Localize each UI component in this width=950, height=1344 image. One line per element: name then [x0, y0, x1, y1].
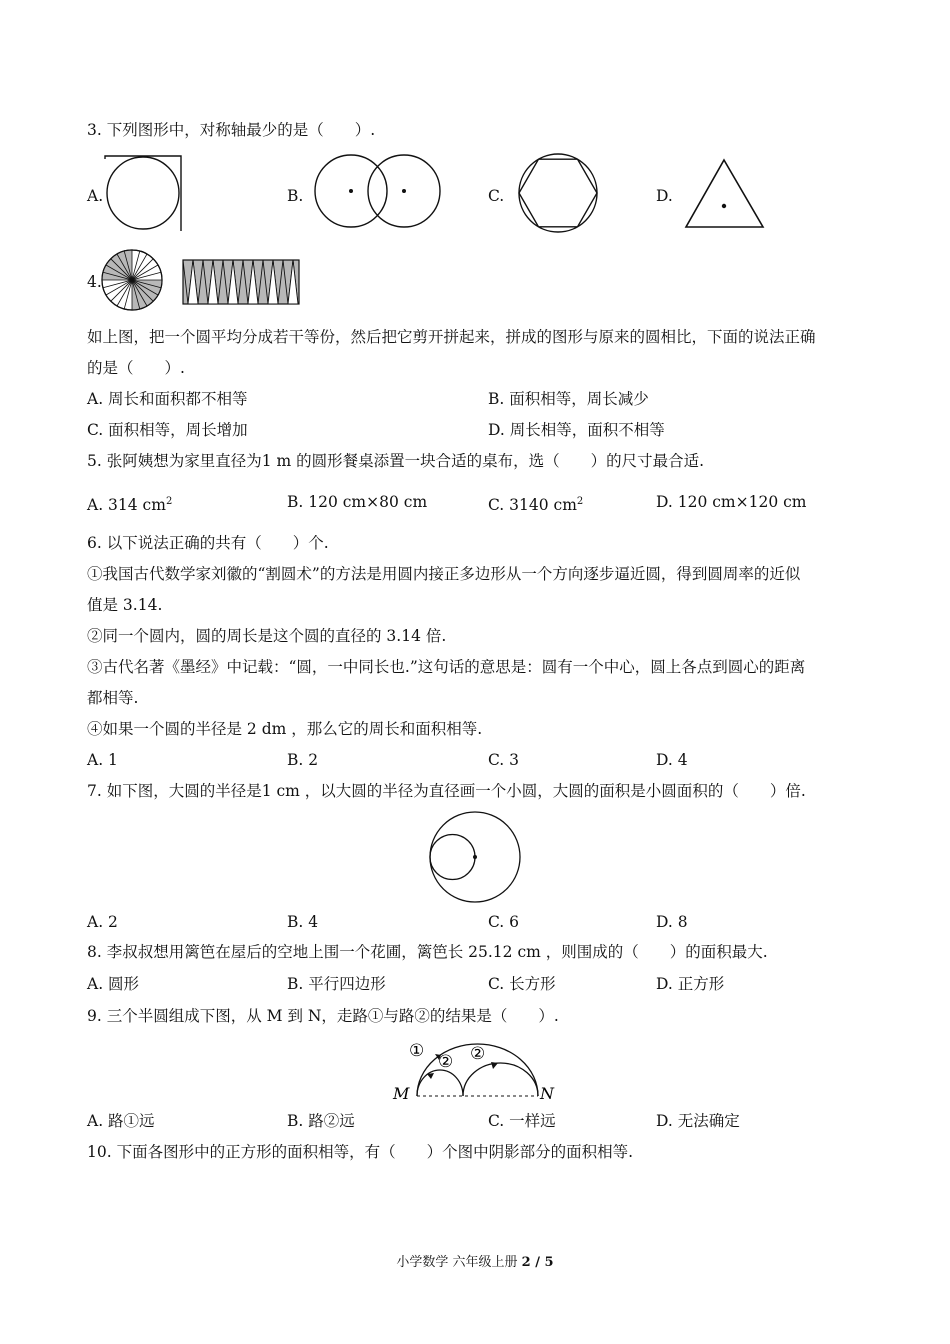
footer-subject: 小学数学 六年级上册 — [396, 1255, 522, 1270]
q5-option-a: A. 314 $cm^2$ — [87, 496, 173, 514]
q6-option-c: C. 3 — [488, 751, 520, 769]
q4-stem-line1: 如上图，把一个圆平均分成若干等份，然后把它剪开拼起来，拼成的图形与原来的圆相比，下面的说法正确 — [87, 328, 816, 346]
q8-option-b: B. 平行四边形 — [287, 975, 386, 993]
q4-rearranged-strip-figure — [182, 258, 300, 306]
q6-statement-3-line2: 都相等. — [87, 689, 139, 707]
q5-option-c: C. 3140 $cm^2$ — [488, 496, 584, 514]
q8-option-a: A. 圆形 — [87, 975, 140, 993]
q7-stem: 7. 如下图，大圆的半径是1 cm ，以大圆的半径为直径画一个小圆，大圆的面积是小圆面积的（ ）倍. — [87, 782, 806, 800]
q9-option-a: A. 路①远 — [87, 1112, 155, 1130]
q9-point-n-label: N — [540, 1084, 554, 1103]
q3-option-d-label: D. — [656, 187, 673, 205]
q8-stem: 8. 李叔叔想用篱笆在屋后的空地上围一个花圃，篱笆长 25.12 cm ，则围成的（ ）的面积最大. — [87, 943, 768, 961]
q4-number: 4. — [87, 273, 102, 291]
q3-option-b-label: B. — [287, 187, 304, 205]
q6-statement-3-line1: ③古代名著《墨经》中记载：“圆，一中同长也.”这句话的意思是：圆有一个中心，圆上各点到圆心的距离 — [87, 658, 806, 676]
q9-semicircle-paths-figure — [390, 1034, 560, 1104]
q6-statement-1-line2: 值是 3.14. — [87, 596, 163, 614]
q6-statement-4: ④如果一个圆的半径是 2 dm ，那么它的周长和面积相等. — [87, 720, 483, 738]
q8-option-d: D. 正方形 — [656, 975, 725, 993]
q3-figure-a — [104, 155, 186, 233]
q5-option-d: D. 120 cm×120 cm — [656, 493, 807, 511]
q4-option-a: A. 周长和面积都不相等 — [87, 390, 248, 408]
q4-stem-line2: 的是（ ）. — [87, 359, 185, 377]
q10-stem: 10. 下面各图形中的正方形的面积相等，有（ ）个图中阴影部分的面积相等. — [87, 1143, 634, 1161]
q3-option-a-label: A. — [87, 187, 104, 205]
q9-path2-label-right: ② — [470, 1044, 486, 1064]
q7-option-d: D. 8 — [656, 913, 688, 931]
q9-option-b: B. 路②远 — [287, 1112, 355, 1130]
q6-statement-1-line1: ①我国古代数学家刘徽的“割圆术”的方法是用圆内接正多边形从一个方向逐步逼近圆，得到圆周率的近似 — [87, 565, 801, 583]
footer-total-pages: 5 — [544, 1255, 554, 1270]
q4-option-d: D. 周长相等，面积不相等 — [488, 421, 665, 439]
q9-option-c: C. 一样远 — [488, 1112, 556, 1130]
q4-sector-circle-figure — [100, 248, 164, 312]
page-footer — [0, 1251, 950, 1270]
q7-option-c: C. 6 — [488, 913, 520, 931]
q3-figure-d — [683, 157, 767, 231]
q9-point-m-label: M — [393, 1084, 410, 1103]
q7-circles-figure — [426, 809, 524, 905]
q5-option-b: B. 120 cm×80 cm — [287, 493, 428, 511]
q5-stem: 5. 张阿姨想为家里直径为1 m 的圆形餐桌添置一块合适的桌布，选（ ）的尺寸最合适. — [87, 452, 705, 470]
q4-option-b: B. 面积相等，周长减少 — [488, 390, 649, 408]
q3-figure-b — [312, 153, 444, 229]
footer-separator: / — [530, 1255, 545, 1270]
q9-option-d: D. 无法确定 — [656, 1112, 740, 1130]
q4-option-c: C. 面积相等，周长增加 — [87, 421, 248, 439]
q9-path1-label: ① — [409, 1041, 425, 1061]
q7-option-a: A. 2 — [87, 913, 118, 931]
q8-option-c: C. 长方形 — [488, 975, 556, 993]
q6-option-a: A. 1 — [87, 751, 118, 769]
q6-option-d: D. 4 — [656, 751, 688, 769]
q3-stem: 3. 下列图形中，对称轴最少的是（ ）. — [87, 121, 376, 139]
q7-option-b: B. 4 — [287, 913, 319, 931]
q6-stem: 6. 以下说法正确的共有（ ）个. — [87, 534, 329, 552]
q9-path2-label-left: ② — [438, 1052, 454, 1072]
q6-statement-2: ②同一个圆内，圆的周长是这个圆的直径的 3.14 倍. — [87, 627, 447, 645]
q9-stem: 9. 三个半圆组成下图，从 M 到 N，走路①与路②的结果是（ ）. — [87, 1007, 559, 1025]
q6-option-b: B. 2 — [287, 751, 319, 769]
q3-option-c-label: C. — [488, 187, 505, 205]
q3-figure-c — [515, 153, 603, 235]
footer-page-number: 2 — [521, 1255, 531, 1270]
